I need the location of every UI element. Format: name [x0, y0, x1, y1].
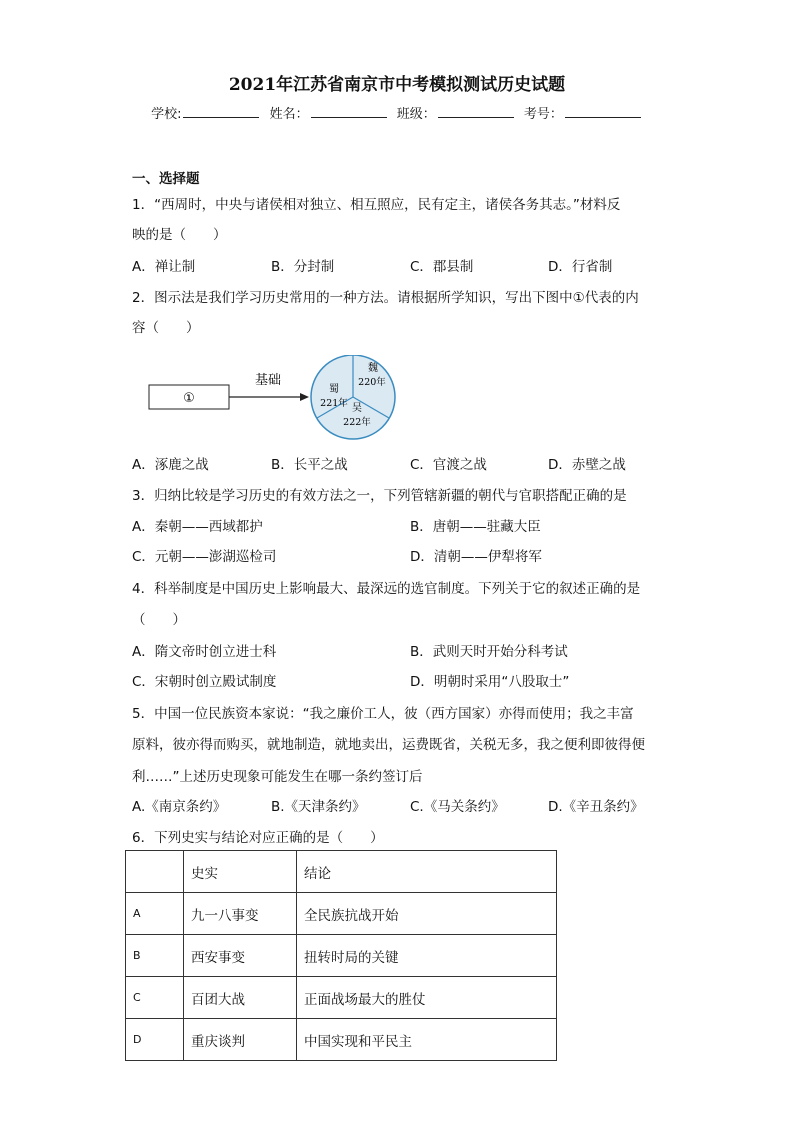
q6-table: [125, 850, 557, 1061]
q4-stem-line2: （ ）: [132, 612, 186, 628]
table-cell-conclusion: 正面战场最大的胜仗: [297, 977, 557, 1019]
table-cell-option: C: [126, 977, 184, 1019]
q2-option-b[interactable]: B．长平之战: [271, 457, 348, 473]
student-info-line: [0, 103, 794, 122]
q5-option-b[interactable]: B.《天津条约》: [271, 799, 366, 815]
q3-stem-line1: 3．归纳比较是学习历史的有效方法之一，下列管辖新疆的朝代与官职搭配正确的是: [132, 488, 627, 504]
name-blank[interactable]: [311, 105, 387, 118]
exam-no-blank[interactable]: [565, 105, 641, 118]
q5-stem-line1: 5．中国一位民族资本家说：“我之廉价工人，彼（西方国家）亦得而使用；我之丰富: [132, 706, 634, 722]
table-header-cell: [126, 851, 184, 893]
exam-no-label: 考号：: [523, 107, 563, 122]
school-blank[interactable]: [183, 105, 259, 118]
table-cell-fact: 西安事变: [184, 935, 297, 977]
table-cell-fact: 百团大战: [184, 977, 297, 1019]
q2-option-a[interactable]: A．涿鹿之战: [132, 457, 209, 473]
q3-option-a[interactable]: A．秦朝——西域都护: [132, 519, 263, 535]
q4-option-d[interactable]: D．明朝时采用“八股取士”: [410, 674, 570, 690]
table-row[interactable]: [126, 977, 557, 1019]
three-kingdoms-diagram: [148, 355, 408, 445]
shu-year: 221年: [320, 398, 348, 409]
wei-label: 魏: [368, 363, 378, 374]
table-header-cell: 史实: [184, 851, 297, 893]
table-header-cell: 结论: [297, 851, 557, 893]
q5-option-d[interactable]: D.《辛丑条约》: [548, 799, 644, 815]
q2-option-d[interactable]: D．赤壁之战: [548, 457, 626, 473]
q1-option-c[interactable]: C．郡县制: [410, 259, 474, 275]
name-label: 姓名：: [269, 107, 309, 122]
table-cell-option: A: [126, 893, 184, 935]
blank-box-label: ①: [183, 391, 195, 406]
table-row[interactable]: [126, 1019, 557, 1061]
q2-stem-line1: 2．图示法是我们学习历史常用的一种方法。请根据所学知识，写出下图中①代表的内: [132, 290, 639, 306]
q1-stem-line1: 1．“西周时，中央与诸侯相对独立、相互照应，民有定主，诸侯各务其志。”材料反: [132, 197, 621, 213]
q3-option-d[interactable]: D．清朝——伊犁将军: [410, 549, 542, 565]
class-blank[interactable]: [438, 105, 514, 118]
table-cell-conclusion: 全民族抗战开始: [297, 893, 557, 935]
q3-option-b[interactable]: B．唐朝——驻藏大臣: [410, 519, 541, 535]
wu-year: 222年: [343, 417, 371, 428]
q2-stem-line2: 容（ ）: [132, 320, 200, 336]
q1-option-d[interactable]: D．行省制: [548, 259, 613, 275]
wei-year: 220年: [358, 377, 386, 388]
section-heading: 一、选择题: [132, 171, 200, 187]
school-label: 学校:: [151, 107, 182, 122]
q1-option-b[interactable]: B．分封制: [271, 259, 335, 275]
q3-option-c[interactable]: C．元朝——澎湖巡检司: [132, 549, 277, 565]
q5-stem-line3: 利……”上述历史现象可能发生在哪一条约签订后: [132, 769, 423, 785]
table-cell-conclusion: 扭转时局的关键: [297, 935, 557, 977]
q4-option-a[interactable]: A．隋文帝时创立进士科: [132, 644, 277, 660]
q4-stem-line1: 4．科举制度是中国历史上影响最大、最深远的选官制度。下列关于它的叙述正确的是: [132, 581, 641, 597]
class-label: 班级：: [396, 107, 436, 122]
table-cell-option: B: [126, 935, 184, 977]
table-row[interactable]: [126, 893, 557, 935]
q5-option-c[interactable]: C.《马关条约》: [410, 799, 505, 815]
q2-option-c[interactable]: C．官渡之战: [410, 457, 487, 473]
table-row[interactable]: [126, 935, 557, 977]
table-cell-fact: 重庆谈判: [184, 1019, 297, 1061]
q4-option-c[interactable]: C．宋朝时创立殿试制度: [132, 674, 277, 690]
q5-stem-line2: 原料，彼亦得而购买，就地制造，就地卖出，运费既省，关税无多，我之便利即彼得便: [132, 737, 645, 753]
table-cell-fact: 九一八事变: [184, 893, 297, 935]
page-title: 2021年江苏省南京市中考模拟测试历史试题: [228, 75, 566, 95]
table-cell-conclusion: 中国实现和平民主: [297, 1019, 557, 1061]
table-cell-option: D: [126, 1019, 184, 1061]
arrow-label: 基础: [254, 373, 282, 388]
q1-stem-line2: 映的是（ ）: [132, 227, 227, 243]
q4-option-b[interactable]: B．武则天时开始分科考试: [410, 644, 568, 660]
table-header-row: [126, 851, 557, 893]
q1-option-a[interactable]: A．禅让制: [132, 259, 196, 275]
shu-label: 蜀: [329, 384, 339, 395]
q6-stem-line1: 6．下列史实与结论对应正确的是（ ）: [132, 830, 384, 846]
q5-option-a[interactable]: A.《南京条约》: [132, 799, 227, 815]
wu-label: 吴: [352, 403, 362, 414]
arrow-head: [300, 393, 309, 401]
